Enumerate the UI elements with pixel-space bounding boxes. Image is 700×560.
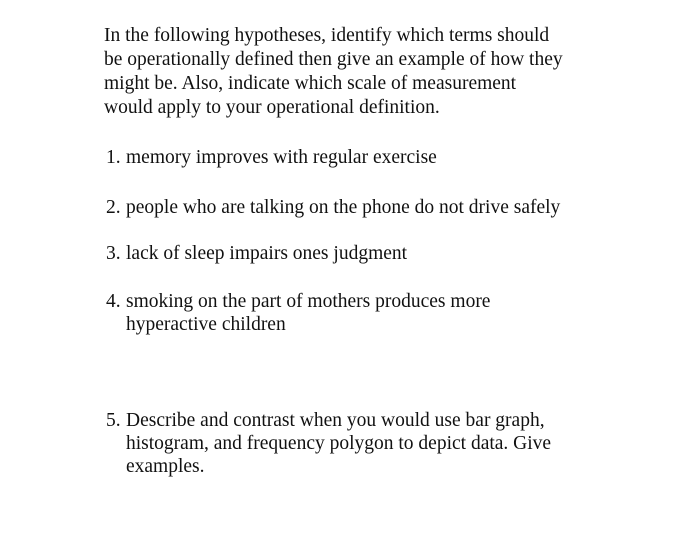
instructions-line: In the following hypotheses, identify which terms should — [104, 25, 550, 46]
item-text-continued: hyperactive children — [126, 314, 286, 335]
hypothesis-item-4 — [106, 290, 606, 336]
hypothesis-item-2 — [106, 196, 606, 219]
instructions-line: would apply to your operational definition. — [104, 97, 440, 118]
item-text-continued: examples. — [126, 456, 205, 477]
item-number: 1. — [106, 147, 121, 168]
item-number: 3. — [106, 243, 121, 264]
item-number: 2. — [106, 197, 121, 218]
instructions-line: be operationally defined then give an example of how they — [104, 49, 563, 70]
item-text: memory improves with regular exercise — [126, 147, 437, 168]
item-text-continued: histogram, and frequency polygon to depict data. Give — [126, 433, 552, 454]
item-text: Describe and contrast when you would use bar graph, — [126, 410, 545, 431]
item-text: lack of sleep impairs ones judgment — [126, 243, 408, 264]
instructions-line: might be. Also, indicate which scale of measurement — [104, 73, 517, 94]
item-text: smoking on the part of mothers produces more — [126, 291, 491, 312]
hypothesis-item-1 — [106, 146, 606, 169]
item-number: 4. — [106, 291, 121, 312]
hypothesis-item-3 — [106, 242, 606, 265]
item-number: 5. — [106, 410, 121, 431]
instructions-paragraph — [104, 24, 604, 120]
item-text: people who are talking on the phone do not drive safely — [126, 197, 561, 218]
question-item-5 — [106, 409, 606, 478]
